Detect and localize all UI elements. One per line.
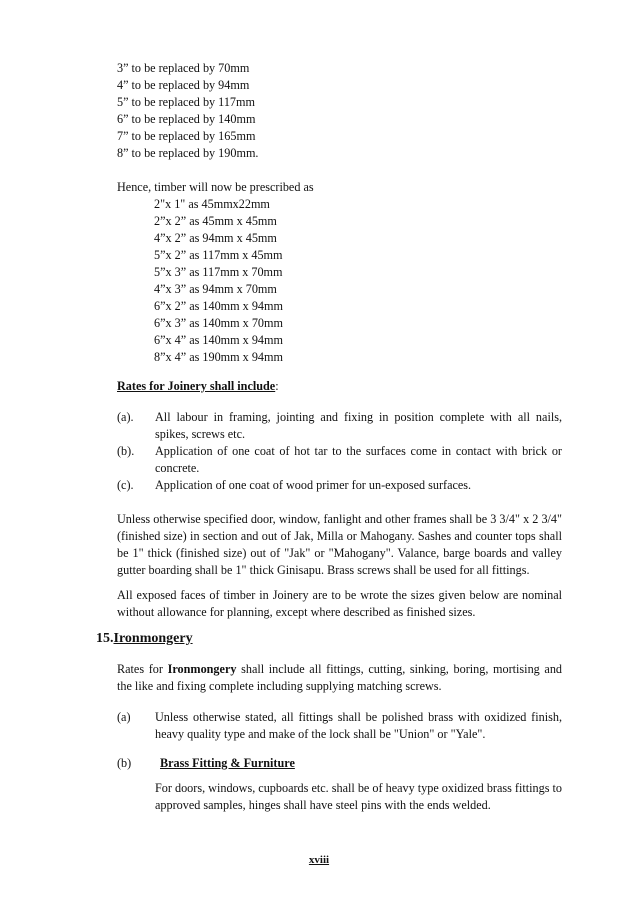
intro-text-pre: Rates for (117, 662, 168, 676)
joinery-item-b (117, 443, 562, 477)
item-b-body (155, 755, 562, 814)
timber-size-line: 4”x 2” as 94mm x 45mm (154, 231, 277, 245)
replacement-line: 5” to be replaced by 117mm (117, 95, 255, 109)
joinery-item-a (117, 409, 562, 443)
replacement-line: 6” to be replaced by 140mm (117, 112, 256, 126)
timber-size-line: 4”x 3” as 94mm x 70mm (154, 282, 277, 296)
list-label: (c). (117, 478, 134, 492)
list-label: (b) (117, 756, 132, 770)
item-b-text: For doors, windows, cupboards etc. shall be of heavy type oxidized brass fittings to approved samples, hinges shall have steel pins with the ends welded. (155, 781, 562, 812)
timber-intro: Hence, timber will now be prescribed as (117, 180, 314, 194)
list-text: Unless otherwise stated, all fittings shall be polished brass with oxidized finish, heavy quality type and make of the lock shall be "Union" or "Yale". (155, 710, 562, 741)
list-text: All labour in framing, jointing and fixing in position complete with all nails, spikes, screws etc. (155, 410, 562, 441)
list-label: (a). (117, 410, 134, 424)
timber-section (117, 179, 562, 366)
timber-size-line: 6”x 4” as 140mm x 94mm (154, 333, 283, 347)
ironmongery-item-b (117, 755, 562, 814)
timber-size-line: 5”x 2” as 117mm x 45mm (154, 248, 283, 262)
page-number: xviii (308, 854, 330, 866)
timber-size-line: 6”x 2” as 140mm x 94mm (154, 299, 283, 313)
list-label: (b). (117, 444, 135, 458)
replacement-line: 8” to be replaced by 190mm. (117, 146, 259, 160)
joinery-heading-line (117, 378, 562, 395)
joinery-paragraph-exposed-faces: All exposed faces of timber in Joinery are to be wrote the sizes given below are nominal without allowance for planning, except where described as finished sizes. (117, 588, 562, 619)
replacement-line: 4” to be replaced by 94mm (117, 78, 250, 92)
joinery-item-c (117, 477, 562, 494)
timber-size-line: 2"x 1" as 45mmx22mm (154, 197, 270, 211)
replacement-list (117, 60, 562, 162)
joinery-heading: Rates for Joinery shall include (117, 379, 276, 393)
intro-text-bold: Ironmongery (167, 662, 237, 676)
timber-size-line: 8”x 4” as 190mm x 94mm (154, 350, 283, 364)
joinery-paragraph-frames: Unless otherwise specified door, window, fanlight and other frames shall be 3 3/4" x 2 3/4" (finished size) in section and out of Jak, Milla or Mahogany. Sashes and counter tops shall be 1" thick (finished size) out of "Jak" or "Mahogany". Valance, barge boards and valley gutter boarding shall be 1" thick Ginisapu. Brass screws shall be used for all fittings. (117, 512, 562, 577)
section-name: Ironmongery (113, 631, 193, 646)
ironmongery-item-a (117, 709, 562, 743)
timber-size-line: 6”x 3” as 140mm x 70mm (154, 316, 283, 330)
timber-size-line: 2”x 2” as 45mm x 45mm (154, 214, 277, 228)
replacement-line: 3” to be replaced by 70mm (117, 61, 250, 75)
ironmongery-intro (117, 661, 562, 695)
list-text: Application of one coat of hot tar to the surfaces come in contact with brick or concrete. (155, 444, 562, 475)
joinery-heading-colon: : (275, 379, 279, 393)
replacement-line: 7” to be replaced by 165mm (117, 129, 256, 143)
list-text: Application of one coat of wood primer for un-exposed surfaces. (155, 478, 472, 492)
section-title-ironmongery (96, 630, 193, 647)
item-b-heading: Brass Fitting & Furniture (160, 756, 295, 770)
timber-size-line: 5”x 3” as 117mm x 70mm (154, 265, 283, 279)
intro-text-post: shall include all fittings, cutting, sinking, boring, mortising and the like and fixing complete including supplying matching screws. (117, 662, 563, 693)
section-number: 15. (96, 631, 114, 646)
list-label: (a) (117, 710, 131, 724)
